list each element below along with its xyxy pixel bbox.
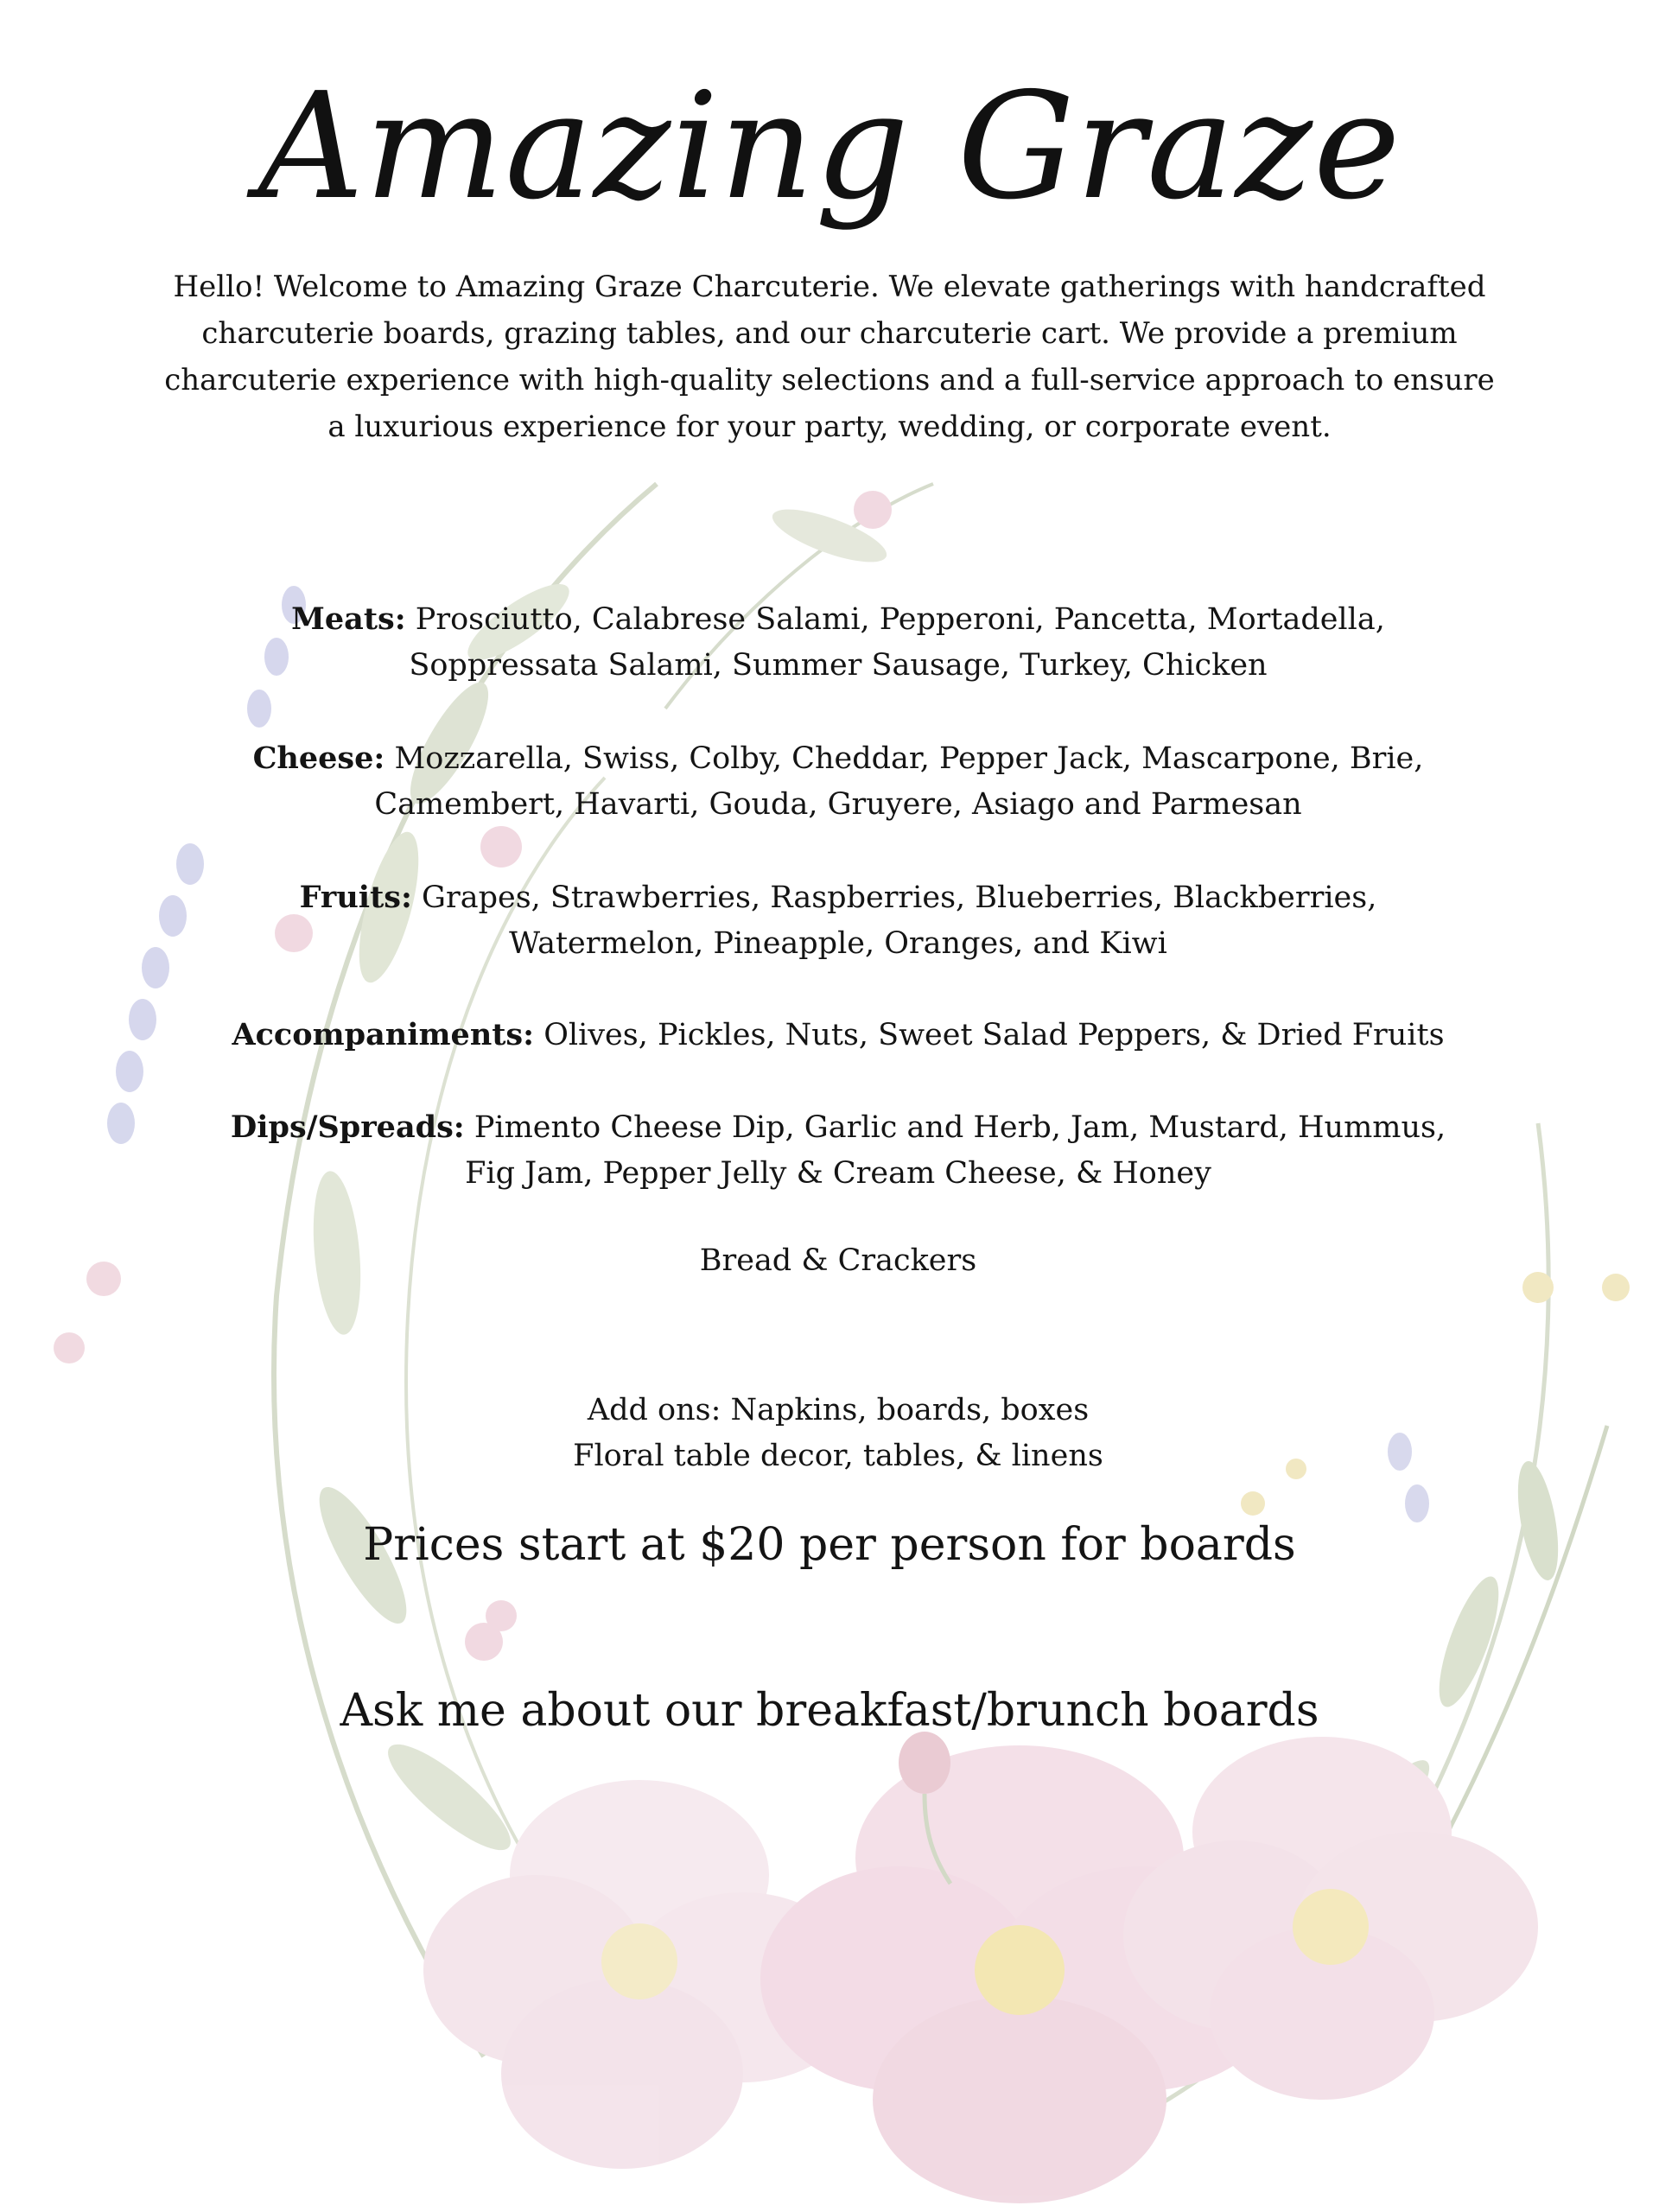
category-items: Pimento Cheese Dip, Garlic and Herb, Jam, Mustard, Hummus, Fig Jam, Pepper Jelly & Cream Cheese, & Honey [465,1110,1446,1191]
category-label: Cheese: [252,741,385,776]
category-label: Dips/Spreads: [230,1109,465,1145]
page-title: Amazing Graze [257,61,1402,232]
category-items: Prosciutto, Calabrese Salami, Pepperoni, Pancetta, Mortadella, Soppressata Salami, Summer Sausage, Turkey, Chicken [409,602,1385,683]
menu-category-cheese [207,735,1469,828]
category-items: Grapes, Strawberries, Raspberries, Blueberries, Blackberries, Watermelon, Pineapple, Oranges, and Kiwi [422,880,1377,961]
menu-category-fruits [207,874,1469,967]
addons-line-1: Add ons: Napkins, boards, boxes [587,1393,1090,1427]
addons-line-2: Floral table decor, tables, & linens [573,1439,1103,1473]
bread-crackers: Bread & Crackers [699,1243,977,1278]
menu-category-meats [207,596,1469,689]
menu-category-accompaniments [207,1012,1469,1058]
category-items: Olives, Pickles, Nuts, Sweet Salad Peppers, & Dried Fruits [543,1018,1445,1052]
brunch-note: Ask me about our breakfast/brunch boards [340,1685,1319,1737]
pricing-note: Prices start at $20 per person for boards [363,1519,1296,1571]
category-label: Accompaniments: [232,1017,535,1052]
menu-category-dips-spreads [207,1104,1469,1197]
intro-paragraph: Hello! Welcome to Amazing Graze Charcuterie. We elevate gatherings with handcrafted charcuterie boards, grazing tables, and our charcuterie cart. We provide a premium charcuterie experience with high-quality selections and a full-service approach to ensure a luxurious experience for your party, wedding, or corporate event. [164,270,1495,444]
category-label: Fruits: [299,880,412,915]
category-items: Mozzarella, Swiss, Colby, Cheddar, Pepper Jack, Mascarpone, Brie, Camembert, Havarti, Gouda, Gruyere, Asiago and Parmesan [374,741,1424,822]
category-label: Meats: [291,601,406,637]
